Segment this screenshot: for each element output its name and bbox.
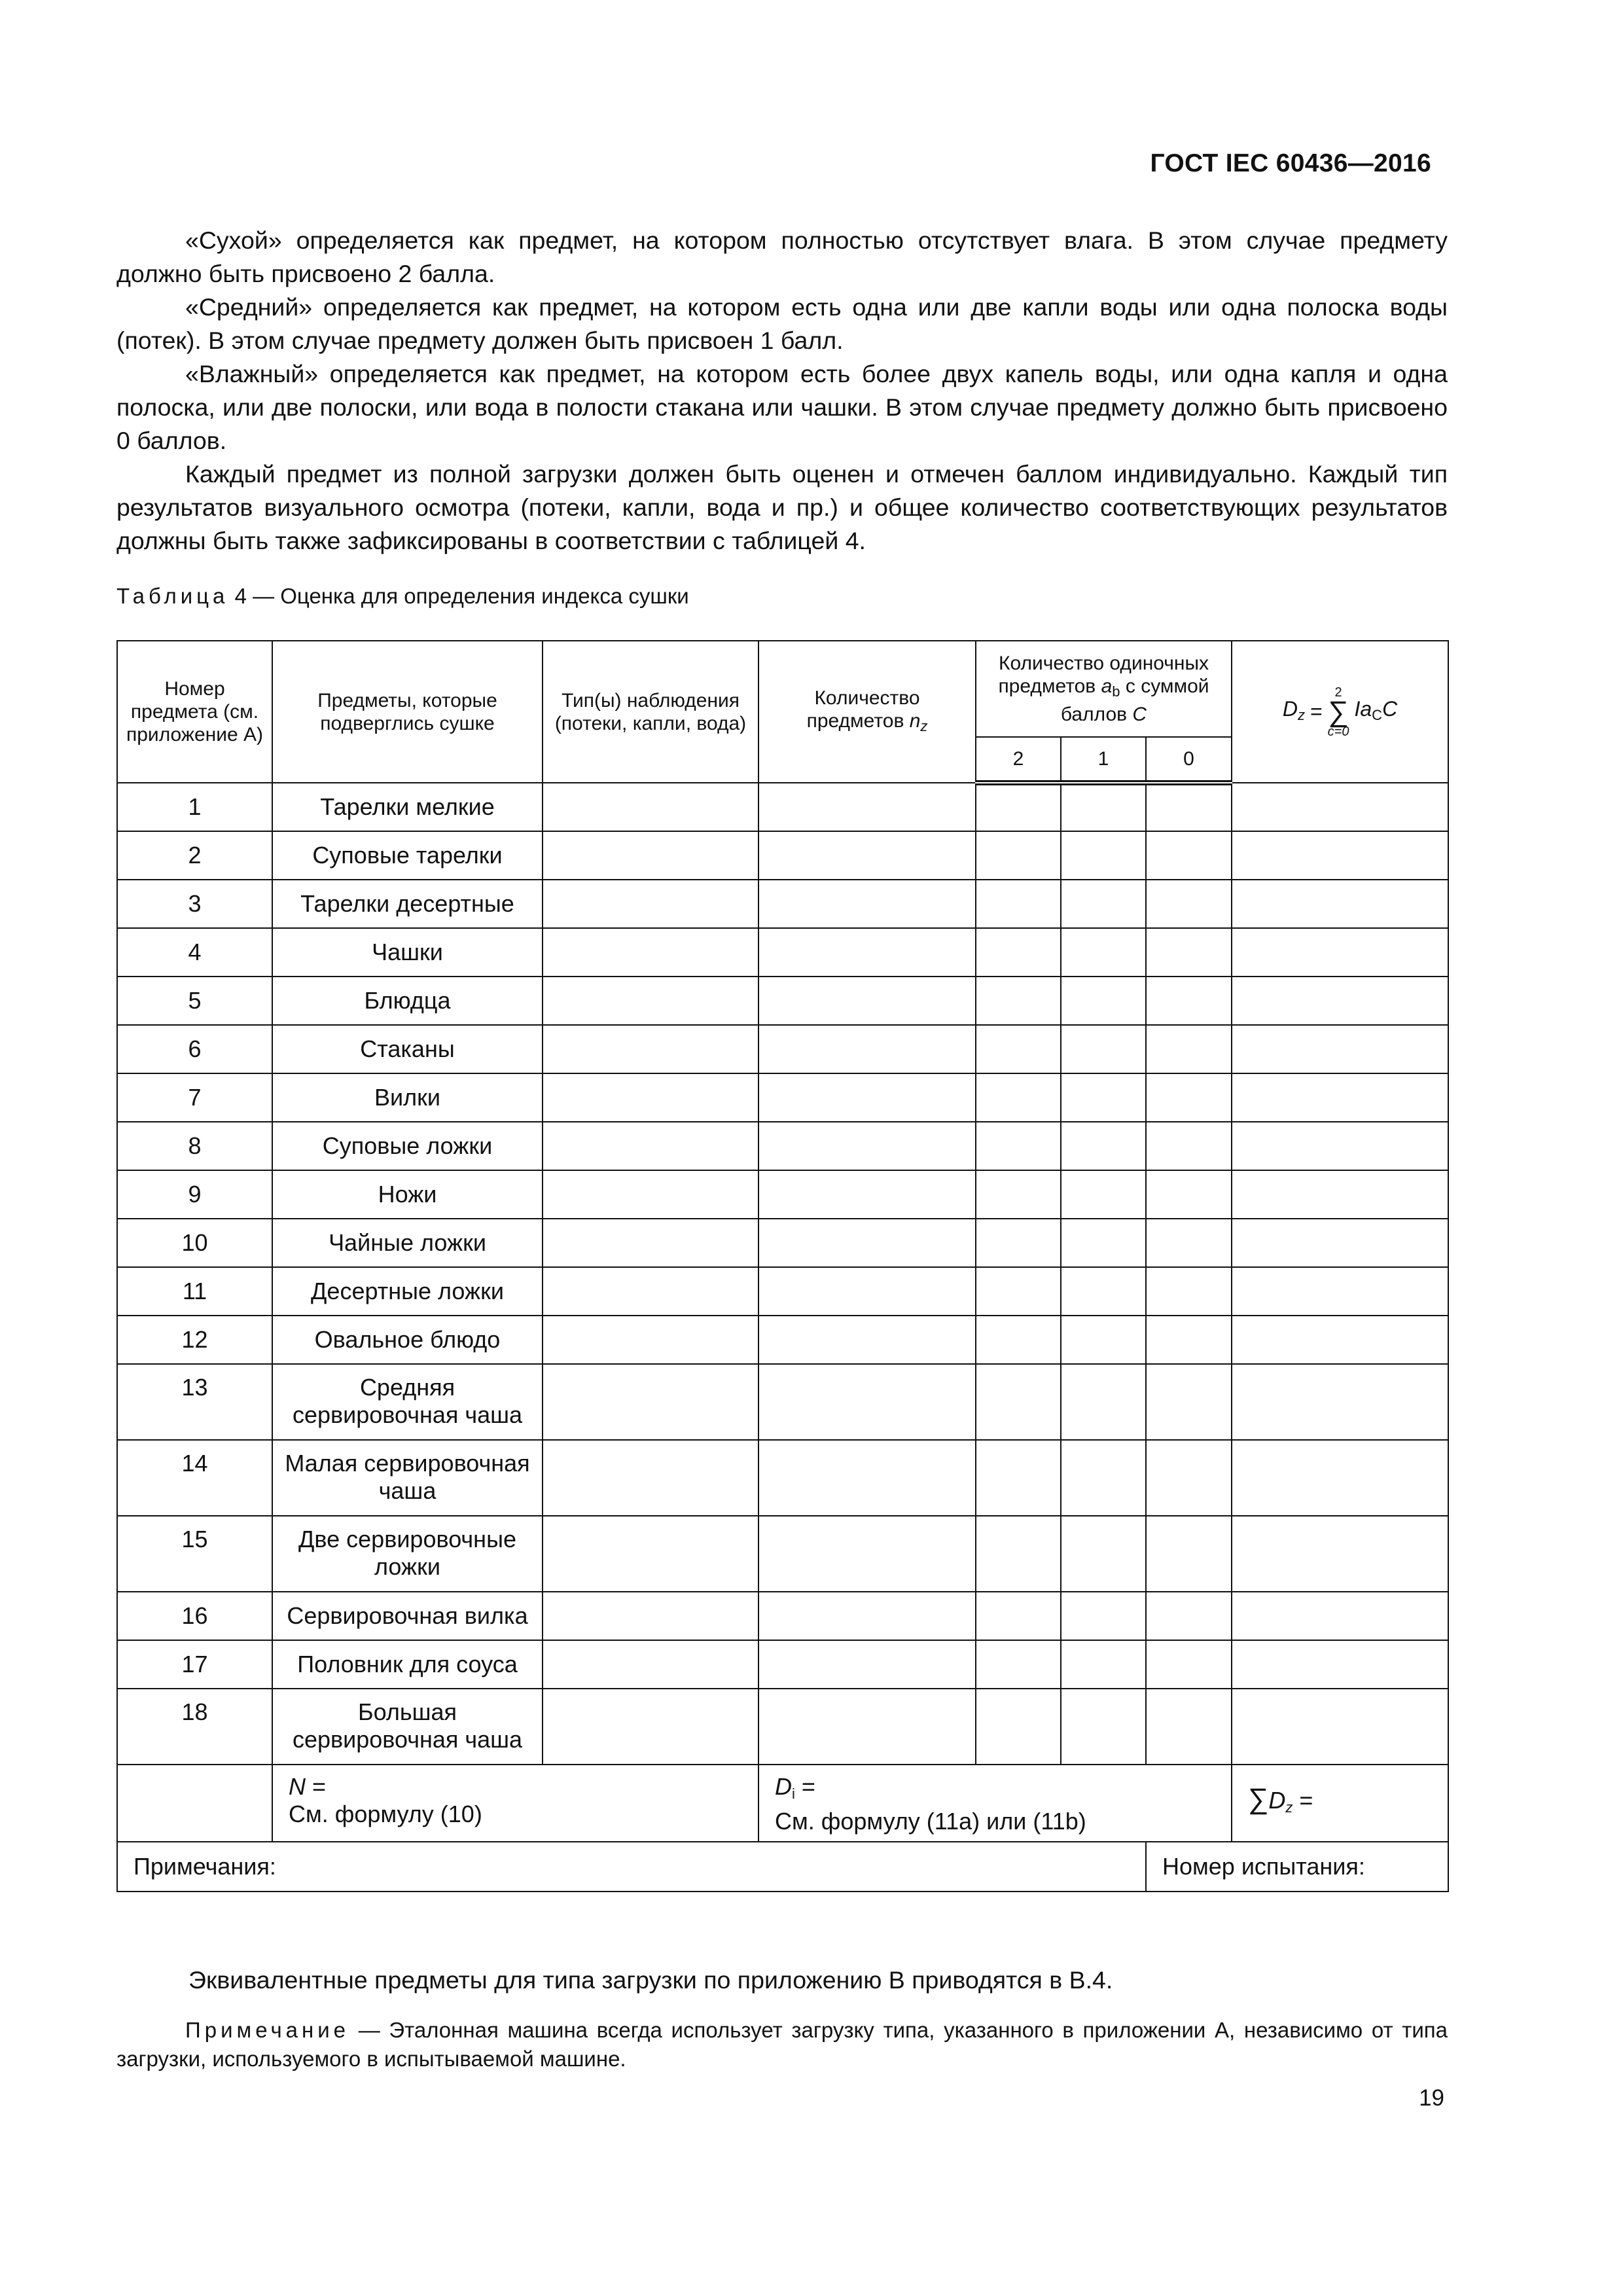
row-count-cell[interactable] [758, 1316, 976, 1364]
body-text [116, 224, 1448, 558]
formula-eq: = [1310, 700, 1323, 723]
formula-lower: c=0 [1327, 724, 1349, 739]
header-count-sub: z [920, 717, 928, 734]
row-count-cell[interactable] [758, 1025, 976, 1073]
row-item-name: Средняя сервировочная чаша [272, 1364, 543, 1440]
row-score-0-cell[interactable] [1146, 1640, 1232, 1689]
summary-n-ref: См. формулу (10) [289, 1801, 482, 1827]
row-score-1-cell[interactable] [1061, 1122, 1146, 1170]
row-score-0-cell[interactable] [1146, 1025, 1232, 1073]
row-score-2-cell[interactable] [976, 1025, 1061, 1073]
summary-n-var: N [289, 1773, 306, 1800]
row-score-1-cell[interactable] [1061, 1364, 1146, 1440]
row-score-2-cell[interactable] [976, 1316, 1061, 1364]
row-dz-cell[interactable] [1232, 977, 1448, 1025]
row-count-cell[interactable] [758, 1440, 976, 1516]
table-row [117, 1516, 1448, 1592]
summary-d-var: D [775, 1773, 792, 1800]
row-number: 4 [117, 928, 272, 977]
row-score-1-cell[interactable] [1061, 1592, 1146, 1640]
row-dz-cell[interactable] [1232, 1073, 1448, 1122]
formula-sigma [1328, 686, 1349, 738]
row-item-name: Малая сервировочная чаша [272, 1440, 543, 1516]
row-types-cell[interactable] [543, 1316, 758, 1364]
row-number: 15 [117, 1516, 272, 1592]
row-dz-cell[interactable] [1232, 1316, 1448, 1364]
summary-n-eq: = [312, 1773, 327, 1800]
header-types: Тип(ы) наблюдения (потеки, капли, вода) [543, 641, 758, 783]
row-score-0-cell[interactable] [1146, 1170, 1232, 1219]
row-dz-cell[interactable] [1232, 831, 1448, 880]
row-types-cell[interactable] [543, 1122, 758, 1170]
row-count-cell[interactable] [758, 1364, 976, 1440]
summary-n-cell [272, 1765, 758, 1842]
row-number: 13 [117, 1364, 272, 1440]
formula-tail: C [1382, 696, 1398, 721]
row-score-1-cell[interactable] [1061, 1025, 1146, 1073]
header-single-prefix: Количество одиночных предметов [998, 653, 1209, 697]
row-score-2-cell[interactable] [976, 1516, 1061, 1592]
row-types-cell[interactable] [543, 831, 758, 880]
row-score-1-cell[interactable] [1061, 1219, 1146, 1267]
row-score-0-cell[interactable] [1146, 1516, 1232, 1592]
table-caption-text: 4 — Оценка для определения индекса сушки [234, 584, 689, 608]
row-score-2-cell[interactable] [976, 1122, 1061, 1170]
formula-sigma-symbol: ∑ [1328, 695, 1349, 728]
row-item-name: Большая сервировочная чаша [272, 1689, 543, 1765]
header-number: Номер предмета (см. приложение А) [117, 641, 272, 783]
row-types-cell[interactable] [543, 1170, 758, 1219]
row-score-1-cell[interactable] [1061, 928, 1146, 977]
row-dz-cell[interactable] [1232, 880, 1448, 928]
row-score-2-cell[interactable] [976, 1364, 1061, 1440]
row-score-2-cell[interactable] [976, 783, 1061, 831]
summary-sum-sub: z [1285, 1799, 1293, 1816]
header-single-var: a [1101, 675, 1113, 697]
row-score-1-cell[interactable] [1061, 1516, 1146, 1592]
row-number: 8 [117, 1122, 272, 1170]
row-score-2-cell[interactable] [976, 1170, 1061, 1219]
row-score-2-cell[interactable] [976, 1689, 1061, 1765]
row-number: 10 [117, 1219, 272, 1267]
table-caption [116, 584, 689, 609]
header-count-prefix: Количество предметов [806, 687, 920, 732]
row-score-1-cell[interactable] [1061, 1440, 1146, 1516]
row-dz-cell[interactable] [1232, 1592, 1448, 1640]
table-row [117, 783, 1448, 831]
row-count-cell[interactable] [758, 1640, 976, 1689]
formula-body-sub: C [1372, 706, 1383, 723]
row-count-cell[interactable] [758, 977, 976, 1025]
row-score-2-cell[interactable] [976, 1219, 1061, 1267]
header-single-var2: C [1132, 704, 1147, 725]
row-number: 16 [117, 1592, 272, 1640]
row-count-cell[interactable] [758, 928, 976, 977]
note-text: — Эталонная машина всегда использует загрузку типа, указанного в приложении А, независимо от типа загрузки, используемого в испытываемой машине. [116, 2018, 1448, 2071]
row-dz-cell[interactable] [1232, 1640, 1448, 1689]
row-dz-cell[interactable] [1232, 1219, 1448, 1267]
formula-body: Ia [1354, 696, 1372, 721]
header-count-var: n [909, 709, 921, 732]
row-score-1-cell[interactable] [1061, 1170, 1146, 1219]
row-item-name: Две сервировочные ложки [272, 1516, 543, 1592]
row-count-cell[interactable] [758, 1073, 976, 1122]
row-types-cell[interactable] [543, 1592, 758, 1640]
row-score-2-cell[interactable] [976, 1073, 1061, 1122]
document-standard-title: ГОСТ IEC 60436—2016 [1150, 149, 1431, 177]
row-types-cell[interactable] [543, 977, 758, 1025]
row-score-0-cell[interactable] [1146, 1689, 1232, 1765]
row-number: 11 [117, 1267, 272, 1316]
row-types-cell[interactable] [543, 1440, 758, 1516]
row-types-cell[interactable] [543, 1267, 758, 1316]
row-score-0-cell[interactable] [1146, 1440, 1232, 1516]
summary-sum-eq: = [1299, 1786, 1313, 1814]
row-dz-cell[interactable] [1232, 1440, 1448, 1516]
row-number: 1 [117, 783, 272, 831]
row-count-cell[interactable] [758, 1592, 976, 1640]
table-row [117, 1122, 1448, 1170]
row-item-name: Тарелки мелкие [272, 783, 543, 831]
table-row [117, 1592, 1448, 1640]
row-types-cell[interactable] [543, 1640, 758, 1689]
table-row [117, 880, 1448, 928]
row-dz-cell[interactable] [1232, 1689, 1448, 1765]
row-score-0-cell[interactable] [1146, 1219, 1232, 1267]
row-dz-cell[interactable] [1232, 1364, 1448, 1440]
table-row [117, 1689, 1448, 1765]
row-count-cell[interactable] [758, 1122, 976, 1170]
summary-d-sub: i [792, 1785, 795, 1802]
row-score-2-cell[interactable] [976, 1592, 1061, 1640]
paragraph-assessment: Каждый предмет из полной загрузки должен быть оценен и отмечен баллом индивидуально. Каждый тип результатов визуального осмотра (потеки, капли, вода и пр.) и общее количество соответствующих результатов должны быть также зафиксированы в соответствии с таблицей 4. [116, 460, 1448, 554]
row-score-1-cell[interactable] [1061, 1267, 1146, 1316]
row-count-cell[interactable] [758, 783, 976, 831]
row-number: 7 [117, 1073, 272, 1122]
footer-notes: Примечания: [117, 1842, 1146, 1892]
row-score-0-cell[interactable] [1146, 1316, 1232, 1364]
row-score-2-cell[interactable] [976, 831, 1061, 880]
row-item-name: Вилки [272, 1073, 543, 1122]
row-score-1-cell[interactable] [1061, 880, 1146, 928]
table-row [117, 1316, 1448, 1364]
header-single-items [976, 641, 1232, 737]
row-item-name: Суповые тарелки [272, 831, 543, 880]
summary-sum-dz-cell [1232, 1765, 1448, 1842]
row-score-2-cell[interactable] [976, 1640, 1061, 1689]
table-row [117, 1440, 1448, 1516]
row-score-0-cell[interactable] [1146, 1592, 1232, 1640]
table-row [117, 1025, 1448, 1073]
footer-test-number: Номер испытания: [1146, 1842, 1448, 1892]
row-count-cell[interactable] [758, 880, 976, 928]
row-types-cell[interactable] [543, 1025, 758, 1073]
header-count [758, 641, 976, 783]
row-score-1-cell[interactable] [1061, 977, 1146, 1025]
table-row [117, 1267, 1448, 1316]
summary-d-ref: См. формулу (11а) или (11b) [775, 1808, 1086, 1835]
row-count-cell[interactable] [758, 831, 976, 880]
table-row [117, 1073, 1448, 1122]
row-score-2-cell[interactable] [976, 977, 1061, 1025]
row-item-name: Овальное блюдо [272, 1316, 543, 1364]
table-row [117, 1640, 1448, 1689]
row-dz-cell[interactable] [1232, 928, 1448, 977]
row-number: 17 [117, 1640, 272, 1689]
row-number: 3 [117, 880, 272, 928]
row-score-0-cell[interactable] [1146, 783, 1232, 831]
row-score-1-cell[interactable] [1061, 1316, 1146, 1364]
row-score-2-cell[interactable] [976, 880, 1061, 928]
summary-empty-cell [117, 1765, 272, 1842]
row-item-name: Тарелки десертные [272, 880, 543, 928]
summary-d-cell [758, 1765, 1232, 1842]
row-score-0-cell[interactable] [1146, 928, 1232, 977]
row-dz-cell[interactable] [1232, 783, 1448, 831]
row-count-cell[interactable] [758, 1267, 976, 1316]
table-row [117, 928, 1448, 977]
row-score-0-cell[interactable] [1146, 831, 1232, 880]
table-row [117, 1364, 1448, 1440]
row-types-cell[interactable] [543, 928, 758, 977]
formula-upper: 2 [1334, 685, 1342, 700]
formula-lhs: D [1282, 696, 1298, 721]
row-types-cell[interactable] [543, 1219, 758, 1267]
note-label: Примечание [185, 2018, 350, 2042]
table-row [117, 1219, 1448, 1267]
row-item-name: Чашки [272, 928, 543, 977]
summary-d-eq: = [801, 1773, 815, 1800]
header-score-1: 1 [1061, 737, 1146, 783]
row-types-cell[interactable] [543, 1073, 758, 1122]
row-score-0-cell[interactable] [1146, 1073, 1232, 1122]
summary-sum-sigma: ∑ [1248, 1782, 1269, 1815]
paragraph-wet: «Влажный» определяется как предмет, на котором есть более двух капель воды, или одна капля и одна полоска, или две полоски, или вода в полости стакана или чашки. В этом случае предмету должно быть присвоено 0 баллов. [116, 360, 1448, 454]
row-item-name: Блюдца [272, 977, 543, 1025]
row-score-2-cell[interactable] [976, 928, 1061, 977]
row-dz-cell[interactable] [1232, 1170, 1448, 1219]
row-number: 6 [117, 1025, 272, 1073]
row-item-name: Десертные ложки [272, 1267, 543, 1316]
header-single-sub: b [1112, 683, 1120, 700]
row-dz-cell[interactable] [1232, 1267, 1448, 1316]
row-types-cell[interactable] [543, 1364, 758, 1440]
row-count-cell[interactable] [758, 1689, 976, 1765]
table-row [117, 1170, 1448, 1219]
row-item-name: Ножи [272, 1170, 543, 1219]
row-item-name: Суповые ложки [272, 1122, 543, 1170]
row-score-1-cell[interactable] [1061, 783, 1146, 831]
row-score-2-cell[interactable] [976, 1440, 1061, 1516]
row-score-0-cell[interactable] [1146, 977, 1232, 1025]
table-row [117, 977, 1448, 1025]
paragraph-dry: «Сухой» определяется как предмет, на котором полностью отсутствует влага. В этом случае предмету должно быть присвоено 2 балла. [116, 226, 1448, 287]
table-caption-label: Таблица [116, 584, 229, 608]
row-number: 9 [117, 1170, 272, 1219]
row-item-name: Стаканы [272, 1025, 543, 1073]
row-score-0-cell[interactable] [1146, 1267, 1232, 1316]
row-number: 12 [117, 1316, 272, 1364]
paragraph-medium: «Средний» определяется как предмет, на котором есть одна или две капли воды или одна полоска воды (потек). В этом случае предмету должен быть присвоен 1 балл. [116, 293, 1448, 354]
dz-formula [1283, 686, 1397, 738]
row-types-cell[interactable] [543, 1689, 758, 1765]
row-count-cell[interactable] [758, 1516, 976, 1592]
row-score-0-cell[interactable] [1146, 1122, 1232, 1170]
row-score-1-cell[interactable] [1061, 831, 1146, 880]
header-score-2: 2 [976, 737, 1061, 783]
row-types-cell[interactable] [543, 1516, 758, 1592]
row-score-1-cell[interactable] [1061, 1073, 1146, 1122]
row-types-cell[interactable] [543, 783, 758, 831]
row-item-name: Чайные ложки [272, 1219, 543, 1267]
row-score-1-cell[interactable] [1061, 1689, 1146, 1765]
row-types-cell[interactable] [543, 880, 758, 928]
header-single-mid: с суммой баллов [1060, 675, 1209, 725]
table-row [117, 831, 1448, 880]
summary-sum-var: D [1268, 1786, 1286, 1814]
formula-lhs-sub: z [1297, 706, 1305, 723]
equivalent-items-text: Эквивалентные предметы для типа загрузки по приложению В приводятся в В.4. [188, 1966, 1113, 1994]
drying-index-table [116, 640, 1449, 1892]
row-count-cell[interactable] [758, 1219, 976, 1267]
row-dz-cell[interactable] [1232, 1025, 1448, 1073]
row-score-0-cell[interactable] [1146, 1364, 1232, 1440]
row-item-name: Половник для соуса [272, 1640, 543, 1689]
row-dz-cell[interactable] [1232, 1516, 1448, 1592]
page-number: 19 [1419, 2085, 1444, 2111]
row-dz-cell[interactable] [1232, 1122, 1448, 1170]
table-body [117, 783, 1448, 1765]
row-score-0-cell[interactable] [1146, 880, 1232, 928]
row-item-name: Сервировочная вилка [272, 1592, 543, 1640]
header-items: Предметы, которые подверглись сушке [272, 641, 543, 783]
header-formula [1232, 641, 1448, 783]
row-number: 5 [117, 977, 272, 1025]
header-score-0: 0 [1146, 737, 1232, 783]
row-count-cell[interactable] [758, 1170, 976, 1219]
row-score-1-cell[interactable] [1061, 1640, 1146, 1689]
row-score-2-cell[interactable] [976, 1267, 1061, 1316]
note-block [116, 2016, 1448, 2073]
row-number: 14 [117, 1440, 272, 1516]
row-number: 18 [117, 1689, 272, 1765]
row-number: 2 [117, 831, 272, 880]
